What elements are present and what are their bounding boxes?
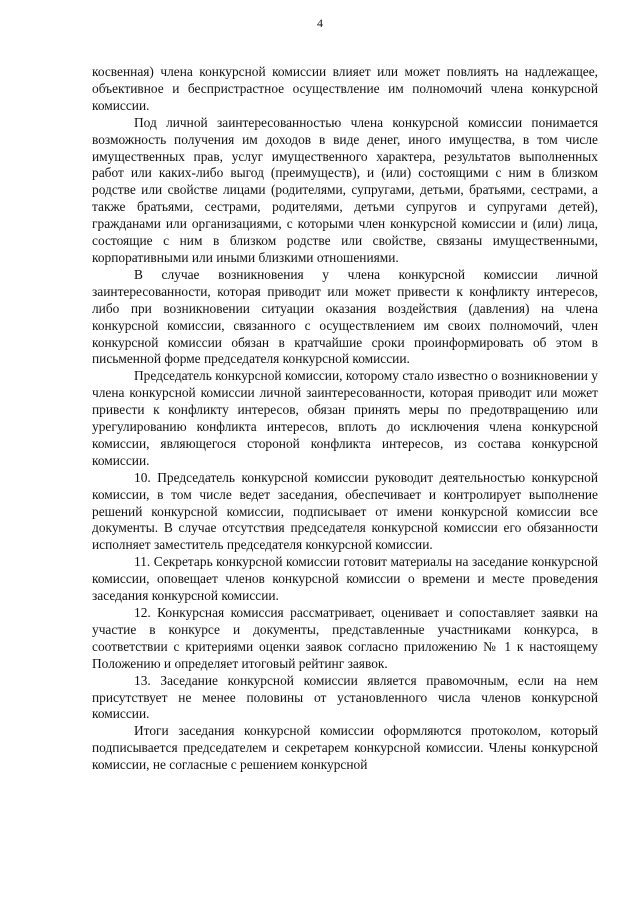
paragraph-continuation: косвенная) члена конкурсной комиссии влияет или может повлиять на надлежащее, объективное и беспристрастное осуществление им полномочий члена конкурсной комиссии. (92, 64, 598, 113)
paragraph-conflict-notification: В случае возникновения у члена конкурсной комиссии личной заинтересованности, которая приводит или может привести к конфликту интересов, либо при возникновении ситуации оказания воздействия (давления) на члена конкурсной комиссии, связанного с осуществлением им своих полномочий, член конкурсной комиссии обязан в кратчайшие сроки проинформировать об этом в письменной форме председателя конкурсной комиссии. (92, 266, 598, 367)
page-number: 4 (317, 16, 323, 30)
paragraph-12-evaluation: 12. Конкурсная комиссия рассматривает, оценивает и сопоставляет заявки на участие в конкурсе и документы, представленные участниками конкурса, в соответствии с критериями оценки заявок согласно приложению № 1 к настоящему Положению и определяет итоговый рейтинг заявок. (92, 605, 598, 671)
document-body (92, 64, 598, 774)
paragraph-13-quorum: 13. Заседание конкурсной комиссии является правомочным, если на нем присутствует не менее половины от установленного числа членов конкурсной комиссии. (92, 672, 598, 722)
paragraph-protocol: Итоги заседания конкурсной комиссии оформляются протоколом, который подписывается председателем и секретарем конкурсной комиссии. Члены конкурсной комиссии, не согласные с решением конкурсной (92, 723, 598, 773)
paragraph-chairman-measures: Председатель конкурсной комиссии, которому стало известно о возникновении у члена конкурсной комиссии личной заинтересованности, которая приводит или может привести к конфликту интересов, обязан принять меры по предотвращению или урегулированию конфликта интересов, вплоть до исключения члена конкурсной комиссии, являющегося стороной конфликта интересов, из состава конкурсной комиссии. (92, 368, 598, 468)
paragraph-11-secretary-duties: 11. Секретарь конкурсной комиссии готовит материалы на заседание конкурсной комиссии, оповещает членов конкурсной комиссии о времени и месте проведения заседания конкурсной комиссии. (92, 554, 598, 604)
paragraph-personal-interest-definition: Под личной заинтересованностью члена конкурсной комиссии понимается возможность получения им доходов в виде денег, иного имущества, в том числе имущественных прав, услуг имущественного характера, результатов выполненных работ или каких-либо выгод (преимуществ), и (или) состоящими с ним в близком родстве или свойстве лицами (родителями, супругами, детьми, братьями, сестрами, а также братьями, сестрами, родителями, детьми супругов и супругами детей), гражданами или организациями, с которыми член конкурсной комиссии и (или) лица, состоящие с ним в близком родстве или свойстве, связаны имущественными, корпоративными или иными близкими отношениями. (92, 114, 598, 265)
paragraph-10-chairman-duties: 10. Председатель конкурсной комиссии руководит деятельностью конкурсной комиссии, в том числе ведет заседания, обеспечивает и контролирует выполнение решений конкурсной комиссии, подписывает от имени конкурсной комиссии все документы. В случае отсутствия председателя конкурсной комиссии его обязанности исполняет заместитель председателя конкурсной комиссии. (92, 469, 598, 553)
